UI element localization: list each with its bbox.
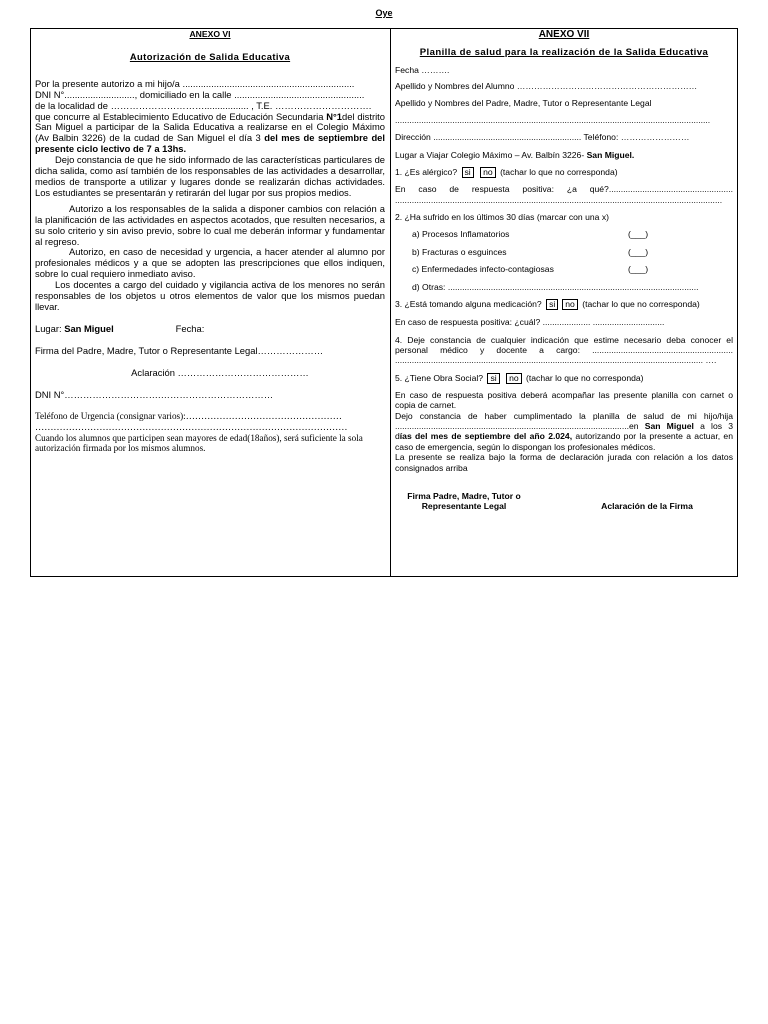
condition-fractures: b) Fracturas o esguinces (___) [412,246,649,257]
informed-paragraph: Dejo constancia de que he sido informado de las características particulares de dicha salida, como así también de los responsables de las actividades a desarrollar, medios de transporte a utilizar y lugares donde se realizarán dichas actividades. Los estudiantes se presentarán y retirarán del lugar por sus propios medios. [35,154,385,198]
annex-vi-title: Autorización de Salida Educativa [129,50,291,62]
insurance-no-box[interactable]: no [506,373,522,384]
place-date-line: Lugar: San Miguel Fecha: [35,322,205,334]
guardian-name-label: Apellido y Nombres del Padre, Madre, Tutor o Representante Legal [395,97,652,108]
recent-conditions-question: 2. ¿Ha sufrido en los últimos 30 días (marcar con una x) [395,212,609,223]
allergy-no-box[interactable]: no [480,167,496,178]
medication-question: 3. ¿Está tomando alguna medicación? si no (tachar lo que no corresponda) [395,299,700,310]
indications-field: 4. Deje constancia de cualquier indicación que estime necesario deba conocer el personal médico y docente a cargo: ........................................................... ................................................................................................................................. …. [395,334,733,366]
travel-destination: Lugar a Viajar Colegio Máximo – Av. Balbín 3226- San Miguel. [395,149,635,160]
annex-vi-column [31,29,390,454]
health-insurance-question: 5. ¿Tiene Obra Social? si no (tachar lo que no corresponda) [395,372,644,383]
dni-address-line: DNI N°..........................., domiciliado en la calle .................................................. [35,88,365,100]
insurance-yes-box[interactable]: si [487,373,499,384]
responsibility-paragraph: Los docentes a cargo del cuidado y vigilancia activa de los menores no serán responsables de los objetos u otros elementos de valor que los mismos puedan llevar. [35,279,385,312]
place-value: San Miguel [64,322,114,334]
condition-inflammatory: a) Procesos Inflamatorios (___) [412,229,649,240]
form-table [30,28,738,577]
condition-mark-box[interactable]: (___) [628,246,649,257]
clarification-line: Aclaración …………………………………… [131,366,309,378]
medical-paragraph: Autorizo, en caso de necesidad y urgencia, a hacer atender al alumno por profesionales médicos y a que se adopten las prescripciones que ellos indiquen, sobre lo cual requiero inmediato aviso. [35,246,385,280]
dni-signature-line: DNI N°………………………….……………………………… [35,388,274,400]
medication-no-box[interactable]: no [562,299,578,310]
medication-detail-field: En caso de respuesta positiva: ¿cuál? .................... .............................. [395,317,665,328]
annex-vii-column [391,29,737,512]
changes-paragraph: Autorizo a los responsables de la salida a disponer cambios con relación a la planificación de las actividades en aspectos acotados, que resulten necesarios, a su solo criterio y sin aviso previo, sobre lo cual me deberán informar y fundamentar al regreso. [35,202,385,247]
adult-students-note: Cuando los alumnos que participen sean mayores de edad(18años), será suficiente la sola autorización firmada por los mismos alumnos. [35,432,363,454]
condition-infectious: c) Enfermedades infecto-contagiosas (___) [412,264,649,275]
medication-yes-box[interactable]: si [546,299,558,310]
allergy-question: 1. ¿Es alérgico? si no (tachar lo que no corresponda) [395,167,618,178]
condition-mark-box[interactable]: (___) [628,229,649,240]
locality-line: de la localidad de …………………………................. , T.E. …………………………. [35,99,372,111]
guardian-signature-line: Firma del Padre, Madre, Tutor o Representante Legal………………… [35,344,324,356]
address-phone-field: Dirección .............................................................. Teléfono: …………………… [395,132,690,143]
emergency-phone-line: Teléfono de Urgencia (consignar varios):…………………………………………… [35,411,342,422]
signature-clarification-label: Aclaración de la Firma [601,501,693,512]
child-name-line: Por la presente autorizo a mi hijo/a .................................................................. [35,77,355,89]
guardian-name-field: .................................................................................................................................... [395,115,711,126]
date-label: Fecha: [175,322,205,334]
condition-mark-box[interactable]: (___) [628,264,649,275]
sworn-statement-note: La presente se realiza bajo la forma de declaración jurada con relación a los datos consignados arriba [395,452,733,473]
insurance-card-note: En caso de respuesta positiva deberá acompañar las presente planilla con carnet o copia de carnet. [395,389,733,411]
school-line: que concurre al Establecimiento Educativo de Educación Secundaria N°1del distrito San Miguel a participar de la Salida Educativa a realizarse en el Colegio Máximo (Av Balbin 3226) de la cudad de San Miguel el día 3 del mes de septiembre del presente ciclo lectivo de 7 a 13hs. [35,110,385,155]
condition-other: d) Otras: ......................................................................................................... [412,281,699,292]
emergency-phone-line-2: ………………………………………………………………………………………… [35,422,348,433]
annex-vii-title: Planilla de salud para la realización de la Salida Educativa [419,47,709,59]
guardian-signature-label: Firma Padre, Madre, Tutor o Representante Legal [407,490,521,512]
date-field: Fecha ………. [395,64,450,75]
student-name-field: Apellido y Nombres del Alumno ……………………………………………………… [395,81,698,92]
authorization-paragraph [35,79,385,155]
signature-block [395,491,733,512]
document-header: Oye [375,8,393,18]
annex-vi-label: ANEXO VI [189,29,231,39]
allergy-detail-field: En caso de respuesta positiva: ¿a qué?.................................................... ......................................................................................................................................... [395,184,733,205]
annex-vii-label: ANEXO VII [538,29,590,40]
declaration-paragraph: Dejo constancia de haber cumplimentado la planilla de salud de mi hijo/hija ..................................................................................................en San Miguel a los 3 días del mes de septiembre del año 2.024, autorizando por la presente a actuar, en caso de emergencia, según lo dispongan los profesionales médicos. [395,410,733,452]
allergy-yes-box[interactable]: si [462,167,474,178]
